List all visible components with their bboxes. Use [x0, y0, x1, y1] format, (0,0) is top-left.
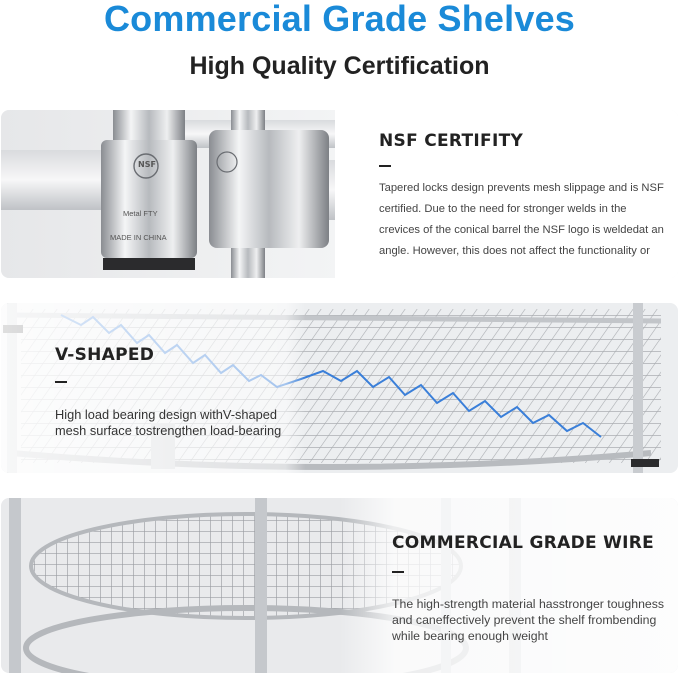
- nsf-divider: [379, 165, 391, 167]
- page-subtitle: High Quality Certification: [189, 52, 490, 80]
- v-shaped-divider: [55, 381, 67, 383]
- commercial-wire-body-text: The high-strength material hasstronger toughness and caneffectively prevent the shelf frombending while bearing enough weight: [392, 597, 665, 643]
- stamp-made-in-china: MADE IN CHINA: [110, 233, 167, 242]
- commercial-wire-heading: COMMERCIAL GRADE WIRE: [392, 533, 655, 553]
- round-shelf-image: [1, 498, 678, 673]
- nsf-panel: [1, 110, 678, 278]
- nsf-heading: NSF CERTIFITY: [379, 131, 524, 151]
- v-shaped-panel: [1, 303, 678, 473]
- page-title: Commercial Grade Shelves: [103, 0, 576, 39]
- v-shaped-heading: V-SHAPED: [55, 345, 155, 365]
- nsf-body-text: Tapered locks design prevents mesh slippage and is NSF certified. Due to the need for stronger welds in the crevices of the conical barrel the NSF logo is weldedat an angle. However, this does not affect the functionality or: [379, 182, 664, 257]
- v-shaped-mesh-image: [1, 303, 678, 473]
- commercial-wire-panel: [1, 498, 678, 673]
- v-shaped-body-text: High load bearing design withV-shaped mesh surface tostrengthen load-bearing: [55, 407, 282, 438]
- stamp-metal-fty: Metal FTY: [123, 209, 158, 218]
- nsf-logo-text: NSF: [138, 160, 156, 169]
- commercial-wire-divider: [392, 571, 404, 573]
